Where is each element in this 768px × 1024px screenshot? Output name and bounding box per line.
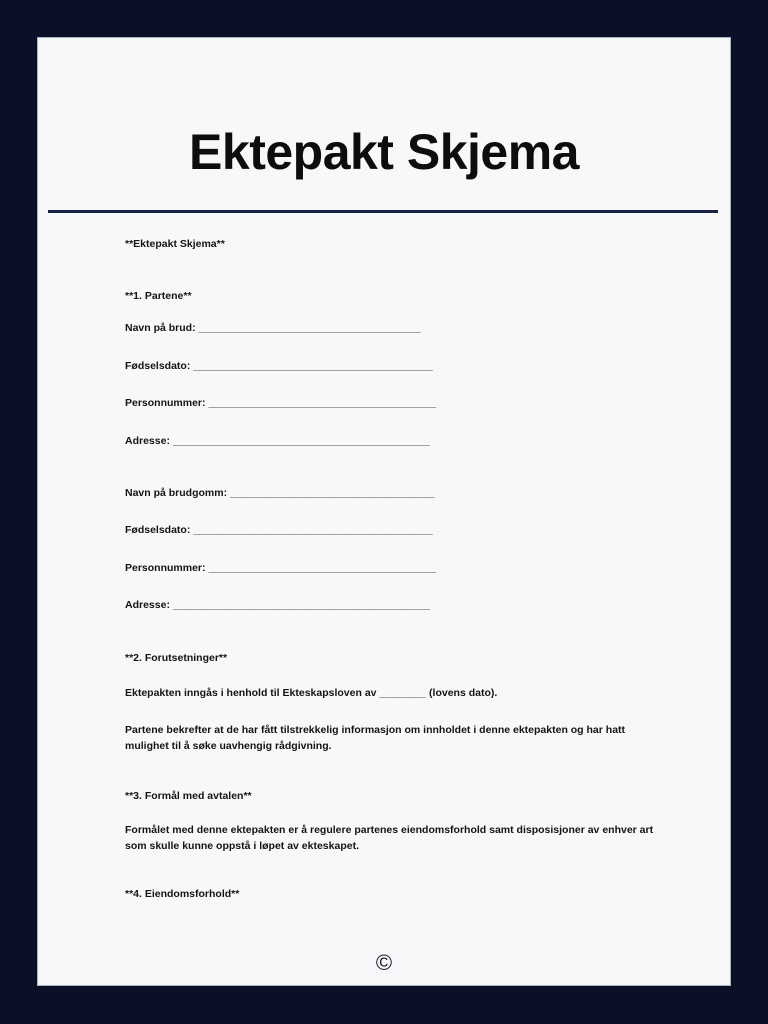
page-title: Ektepakt Skjema bbox=[189, 124, 579, 180]
field-groom-personal-number-label: Personnummer: bbox=[125, 562, 206, 574]
section-2-heading: **2. Forutsetninger** bbox=[125, 652, 228, 664]
field-groom-address bbox=[125, 597, 665, 613]
copyright-icon: © bbox=[375, 950, 393, 975]
section-3-paragraph-1: Formålet med denne ektepakten er å regulere partenes eiendomsforhold samt disposisjoner av enhver art som skulle kunne oppstå i løpet av ekteskapet. bbox=[125, 824, 654, 852]
field-bride-name-blank: ______________________________________ bbox=[198, 322, 421, 334]
field-groom-birthdate-label: Fødselsdato: bbox=[125, 524, 191, 536]
field-bride-address-blank: ____________________________________________ bbox=[172, 435, 430, 447]
section-4-heading: **4. Eiendomsforhold** bbox=[125, 888, 240, 900]
field-bride-birthdate bbox=[125, 358, 665, 374]
field-groom-address-label: Adresse: bbox=[125, 599, 170, 611]
field-groom-birthdate bbox=[125, 522, 665, 538]
field-bride-birthdate-blank: _________________________________________ bbox=[193, 360, 433, 372]
field-bride-name bbox=[125, 320, 665, 336]
field-bride-personal-number-blank: _______________________________________ bbox=[208, 397, 437, 409]
field-groom-birthdate-blank: _________________________________________ bbox=[193, 524, 433, 536]
field-bride-address-label: Adresse: bbox=[125, 435, 170, 447]
field-groom-name-label: Navn på brudgomm: bbox=[125, 487, 228, 499]
field-groom-personal-number bbox=[125, 560, 665, 576]
doc-heading: **Ektepakt Skjema** bbox=[125, 238, 225, 250]
section-2-paragraph-2: Partene bekrefter at de har fått tilstrekkelig informasjon om innholdet i denne ektepakten og har hatt mulighet til å søke uavhengig rådgivning. bbox=[125, 724, 626, 752]
section-2-paragraph-1: Ektepakten inngås i henhold til Ekteskapsloven av ________ (lovens dato). bbox=[125, 687, 498, 699]
field-groom-personal-number-blank: _______________________________________ bbox=[208, 562, 437, 574]
field-groom-name-blank: ___________________________________ bbox=[230, 487, 435, 499]
section-1-heading: **1. Partene** bbox=[125, 290, 192, 302]
field-groom-name bbox=[125, 485, 665, 501]
field-bride-personal-number-label: Personnummer: bbox=[125, 397, 206, 409]
section-3-heading: **3. Formål med avtalen** bbox=[125, 790, 252, 802]
field-bride-address bbox=[125, 433, 665, 449]
field-bride-birthdate-label: Fødselsdato: bbox=[125, 360, 191, 372]
field-bride-personal-number bbox=[125, 395, 665, 411]
document-page bbox=[37, 37, 731, 986]
field-groom-address-blank: ____________________________________________ bbox=[172, 599, 430, 611]
field-bride-name-label: Navn på brud: bbox=[125, 322, 196, 334]
title-divider bbox=[48, 210, 718, 213]
